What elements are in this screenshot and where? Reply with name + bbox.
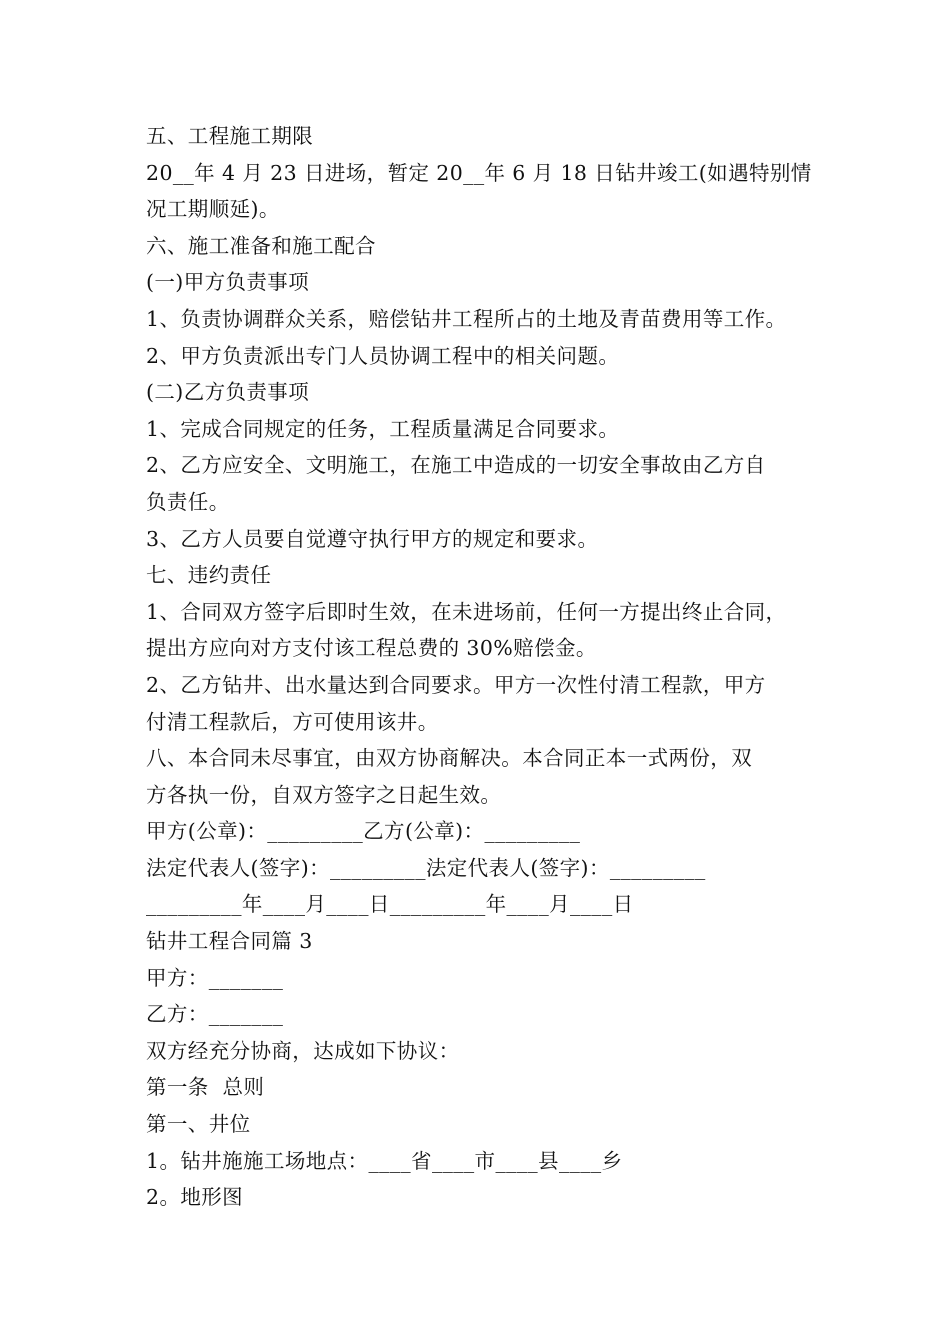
contract-title: 钻井工程合同篇 3: [146, 929, 313, 954]
party-b-line: 乙方：_______: [146, 1002, 284, 1027]
text-line: 3、乙方人员要自觉遵守执行甲方的规定和要求。: [146, 526, 599, 551]
signature-date-line: _________年____月____日_________年____月____日: [146, 892, 634, 917]
article-heading: 第一条 总则: [146, 1075, 265, 1100]
subheading-party-b-duties: (二)乙方负责事项: [146, 380, 310, 405]
text-line: 八、本合同未尽事宜，由双方协商解决。本合同正本一式两份，双: [146, 746, 753, 771]
text-line: 1。钻井施施工场地点：____省____市____县____乡: [146, 1148, 623, 1173]
text-line: 2。地形图: [146, 1185, 244, 1210]
text-line: 2、乙方应安全、文明施工，在施工中造成的一切安全事故由乙方自: [146, 453, 766, 478]
party-a-line: 甲方：_______: [146, 965, 284, 990]
section-heading-preparation: 六、施工准备和施工配合: [146, 233, 376, 258]
text-line: 况工期顺延)。: [146, 197, 280, 222]
text-line: 2、乙方钻井、出水量达到合同要求。甲方一次性付清工程款，甲方: [146, 672, 766, 697]
text-line: 1、负责协调群众关系，赔偿钻井工程所占的土地及青苗费用等工作。: [146, 306, 787, 331]
text-line: 1、合同双方签字后即时生效，在未进场前，任何一方提出终止合同，: [146, 599, 787, 624]
text-line: 1、完成合同规定的任务，工程质量满足合同要求。: [146, 416, 620, 441]
text-line: 方各执一份，自双方签字之日起生效。: [146, 782, 502, 807]
section-heading-breach: 七、违约责任: [146, 563, 272, 588]
subheading-party-a-duties: (一)甲方负责事项: [146, 270, 310, 295]
text-line: 付清工程款后，方可使用该井。: [146, 709, 439, 734]
text-line: 提出方应向对方支付该工程总费的 30%赔偿金。: [146, 636, 597, 661]
subheading-well-location: 第一、井位: [146, 1112, 251, 1137]
section-heading-construction-period: 五、工程施工期限: [146, 124, 314, 148]
text-line: 负责任。: [146, 489, 230, 514]
text-line: 双方经充分协商，达成如下协议：: [146, 1038, 460, 1063]
text-line: 20__年 4 月 23 日进场，暂定 20__年 6 月 18 日钻井竣工(如遇特别情: [146, 160, 812, 185]
signature-representative-line: 法定代表人(签字)：_________法定代表人(签字)：_________: [146, 855, 706, 880]
text-line: 2、甲方负责派出专门人员协调工程中的相关问题。: [146, 343, 620, 368]
signature-seal-line: 甲方(公章)：_________乙方(公章)：_________: [146, 819, 581, 844]
document-body: [146, 118, 836, 1216]
